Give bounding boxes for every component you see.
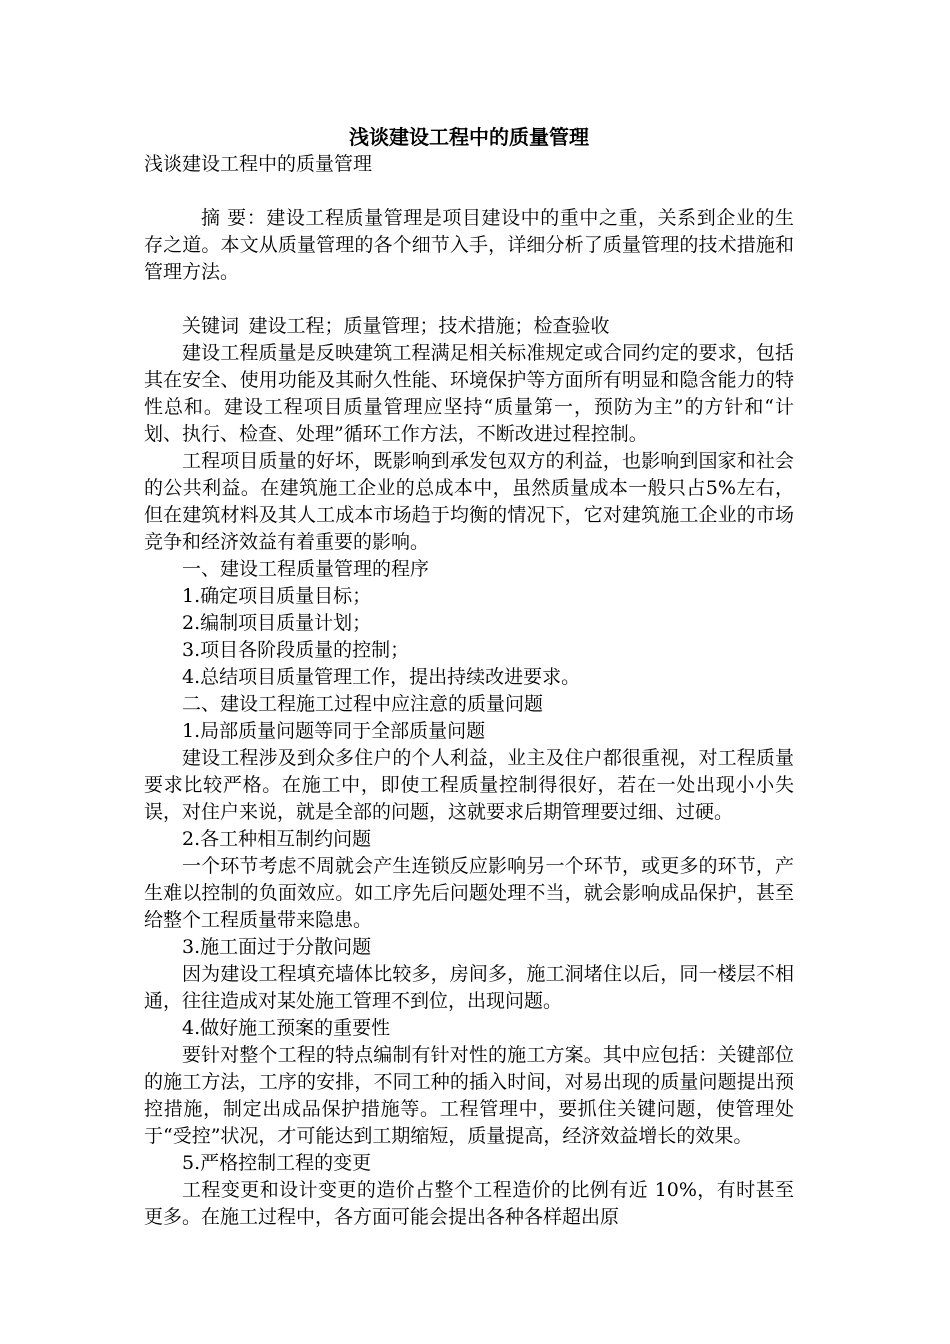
keywords-text: 建设工程；质量管理；技术措施；检查验收 xyxy=(248,315,610,337)
section-heading: 一、建设工程质量管理的程序 xyxy=(182,558,430,580)
blank-line xyxy=(144,178,794,205)
list-item: 3.项目各阶段质量的控制； xyxy=(182,639,410,661)
body-paragraph: 一个环节考虑不周就会产生连锁反应影响另一个环节，或更多的环节，产生难以控制的负面效应。如工序先后问题处理不当，就会影响成品保护，甚至给整个工程质量带来隐患。 xyxy=(144,855,794,931)
keywords-line xyxy=(144,313,794,340)
subsection-heading: 5.严格控制工程的变更 xyxy=(182,1152,372,1174)
subsection-heading: 1.局部质量问题等同于全部质量问题 xyxy=(182,720,486,742)
document-body xyxy=(144,124,794,1231)
body-paragraph: 要针对整个工程的特点编制有针对性的施工方案。其中应包括：关键部位的施工方法，工序的安排，不同工种的插入时间，对易出现的质量问题提出预控措施，制定出成品保护措施等。工程管理中，要抓住关键问题，使管理处于“受控”状况，才可能达到工期缩短，质量提高，经济效益增长的效果。 xyxy=(144,1044,794,1147)
body-paragraph: 工程项目质量的好坏，既影响到承发包双方的利益，也影响到国家和社会的公共利益。在建筑施工企业的总成本中，虽然质量成本一般只占5%左右，但在建筑材料及其人工成本市场趋于均衡的情况下，它对建筑施工企业的市场竞争和经济效益有着重要的影响。 xyxy=(144,450,794,553)
document-subtitle: 浅谈建设工程中的质量管理 xyxy=(144,153,373,175)
body-paragraph: 建设工程涉及到众多住户的个人利益，业主及住户都很重视，对工程质量要求比较严格。在施工中，即使工程质量控制得很好，若在一处出现小小失误，对住户来说，就是全部的问题，这就要求后期管理要过细、过硬。 xyxy=(144,747,794,823)
abstract-paragraph: 摘 要：建设工程质量管理是项目建设中的重中之重，关系到企业的生存之道。本文从质量管理的各个细节入手，详细分析了质量管理的技术措施和管理方法。 xyxy=(144,207,794,283)
subsection-heading: 4.做好施工预案的重要性 xyxy=(182,1017,391,1039)
blank-line xyxy=(144,286,794,313)
body-paragraph: 因为建设工程填充墙体比较多，房间多，施工洞堵住以后，同一楼层不相通，往往造成对某处施工管理不到位，出现问题。 xyxy=(144,963,794,1012)
subsection-heading: 3.施工面过于分散问题 xyxy=(182,936,372,958)
list-item: 1.确定项目质量目标； xyxy=(182,585,372,607)
keywords-label: 关键词 xyxy=(182,315,240,337)
section-heading: 二、建设工程施工过程中应注意的质量问题 xyxy=(182,693,544,715)
body-paragraph: 建设工程质量是反映建筑工程满足相关标准规定或合同约定的要求，包括其在安全、使用功能及其耐久性能、环境保护等方面所有明显和隐含能力的特性总和。建设工程项目质量管理应坚持“质量第一，预防为主”的方针和“计划、执行、检查、处理”循环工作方法，不断改进过程控制。 xyxy=(144,342,794,445)
subsection-heading: 2.各工种相互制约问题 xyxy=(182,828,372,850)
list-item: 2.编制项目质量计划； xyxy=(182,612,372,634)
list-item: 4.总结项目质量管理工作，提出持续改进要求。 xyxy=(182,666,581,688)
body-paragraph: 工程变更和设计变更的造价占整个工程造价的比例有近 10%，有时甚至更多。在施工过程中，各方面可能会提出各种各样超出原 xyxy=(144,1179,794,1228)
document-title: 浅谈建设工程中的质量管理 xyxy=(349,125,589,149)
